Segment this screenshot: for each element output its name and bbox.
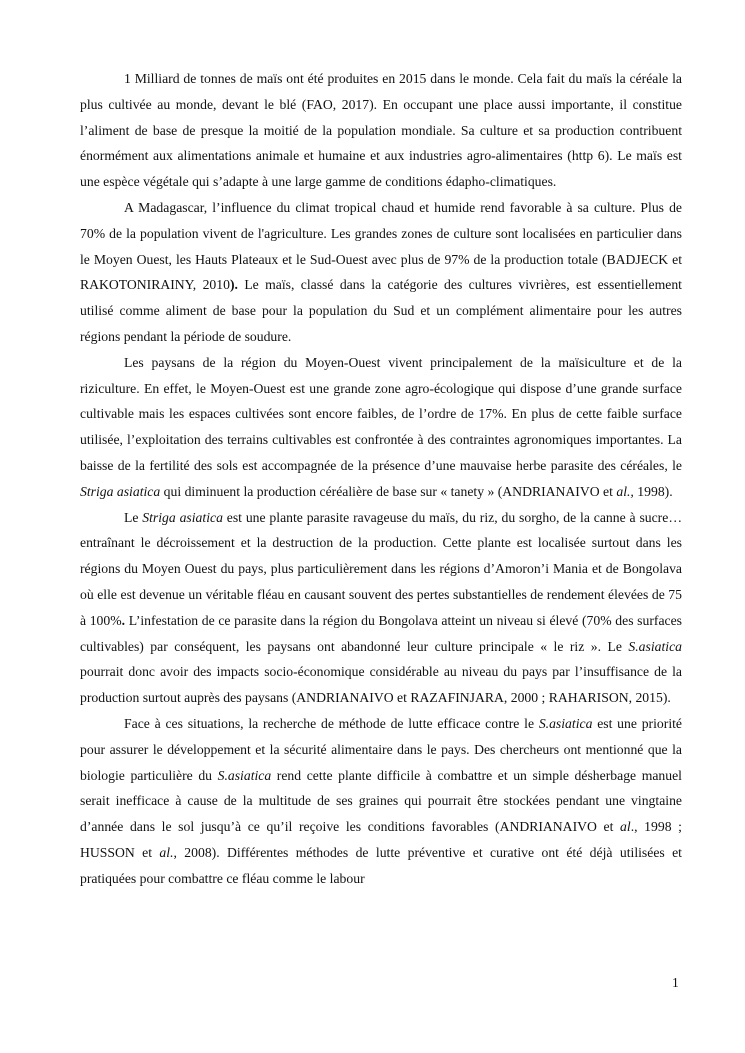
- italic-text: S.asiatica: [538, 715, 593, 731]
- body-text: [80, 66, 682, 892]
- italic-text: Striga asiatica: [80, 483, 161, 499]
- bold-text: ).: [229, 277, 238, 293]
- italic-text: S.asiatica: [628, 638, 682, 654]
- italic-text: al: [620, 819, 631, 835]
- text-run: pourrait donc avoir des impacts socio-économique considérable au niveau du pays par l’insuffisance de la production surtout auprès des paysans (ANDRIANAIVO et RAZAFINJARA, 2000 ; RAHARISON, 2015).: [80, 664, 682, 706]
- text-run: L’infestation de ce parasite dans la région du Bongolava atteint un niveau si élevé (70% des surfaces cultivables) par conséquent, les paysans ont abandonné leur culture principale « le riz ». Le: [80, 612, 682, 654]
- paragraph: [80, 195, 682, 350]
- italic-text: S.asiatica: [217, 767, 272, 783]
- italic-text: al.,: [616, 483, 634, 499]
- text-run: Le maïs, classé dans la catégorie des cultures vivrières, est essentiellement utilisé comme aliment de base pour la population du Sud et un complément alimentaire pour les autres régions pendant la période de soudure.: [80, 277, 682, 344]
- text-run: Le: [124, 509, 143, 525]
- paragraph: [80, 350, 682, 505]
- page-number: 1: [672, 975, 679, 990]
- text-run: est une priorité pour assurer le développement et la sécurité alimentaire dans le pays. Des chercheurs ont mentionné que la biologie particulière du: [80, 715, 682, 783]
- text-run: Face à ces situations, la recherche de méthode de lutte efficace contre le: [124, 715, 539, 731]
- italic-text: al.: [159, 844, 174, 860]
- text-run: Les paysans de la région du Moyen-Ouest vivent principalement de la maïsiculture et de la riziculture. En effet, le Moyen-Ouest est une grande zone agro-écologique qui dispose d’une grande surface cultivable mais les espaces cultivées sont encore faibles, de l’ordre de 17%. En plus de cette faible surface utilisée, l’exploitation des terrains cultivables est confrontée à des contraintes agronomiques importantes. La baisse de la fertilité des sols est accompagnée de la présence d’une mauvaise herbe parasite des céréales, le: [80, 354, 682, 473]
- text-run: qui diminuent la production céréalière de base sur « tanety » (ANDRIANAIVO et: [160, 483, 617, 499]
- text-run: 1 Milliard de tonnes de maïs ont été produites en 2015 dans le monde. Cela fait du maïs la céréale la plus cultivée au monde, devant le blé (FAO, 2017). En occupant une place aussi importante, il constitue l’aliment de base de presque la moitié de la population mondiale. Sa culture et sa production contribuent énormément aux alimentations animale et humaine et aux industries agro-alimentaires (http 6). Le maïs est une espèce végétale qui s’adapte à une large gamme de conditions édapho-climatiques.: [80, 71, 682, 190]
- text-run: A Madagascar, l’influence du climat tropical chaud et humide rend favorable à sa culture. Plus de 70% de la population vivent de l'agriculture. Les grandes zones de culture sont localisées en particulier dans le Moyen Ouest, les Hauts Plateaux et le Sud-Ouest avec plus de 97% de la production totale (BADJECK et RAKOTONIRAINY, 2010: [80, 199, 682, 293]
- paragraph: [80, 66, 682, 195]
- text-run: ., 1998 ; HUSSON et: [80, 819, 682, 860]
- paragraph: [80, 505, 682, 711]
- text-run: , 2008). Différentes méthodes de lutte préventive et curative ont été déjà utilisées et pratiquées pour combattre ce fléau comme le labour: [80, 844, 682, 886]
- text-run: est une plante parasite ravageuse du maïs, du riz, du sorgho, de la canne à sucre… entraînant le décroissement et la destruction de la production. Cette plante est localisée surtout dans les régions du Moyen Ouest du pays, plus particulièrement dans les régions d’Amoron’i Mania et de Bongolava où elle est devenue un véritable fléau en causant souvent des pertes substantielles de rendement élevées de 75 à 100%: [80, 509, 683, 628]
- text-run: 1998).: [633, 483, 673, 499]
- text-run: rend cette plante difficile à combattre et un simple désherbage manuel serait inefficace à cause de la multitude de ses graines qui pourrait être stockées pendant une vingtaine d’année dans le sol jusqu’à ce qu’il reçoive les conditions favorables (ANDRIANAIVO et: [80, 767, 682, 835]
- paragraph: [80, 711, 682, 892]
- italic-text: Striga asiatica: [142, 509, 223, 525]
- bold-text: .: [121, 612, 126, 628]
